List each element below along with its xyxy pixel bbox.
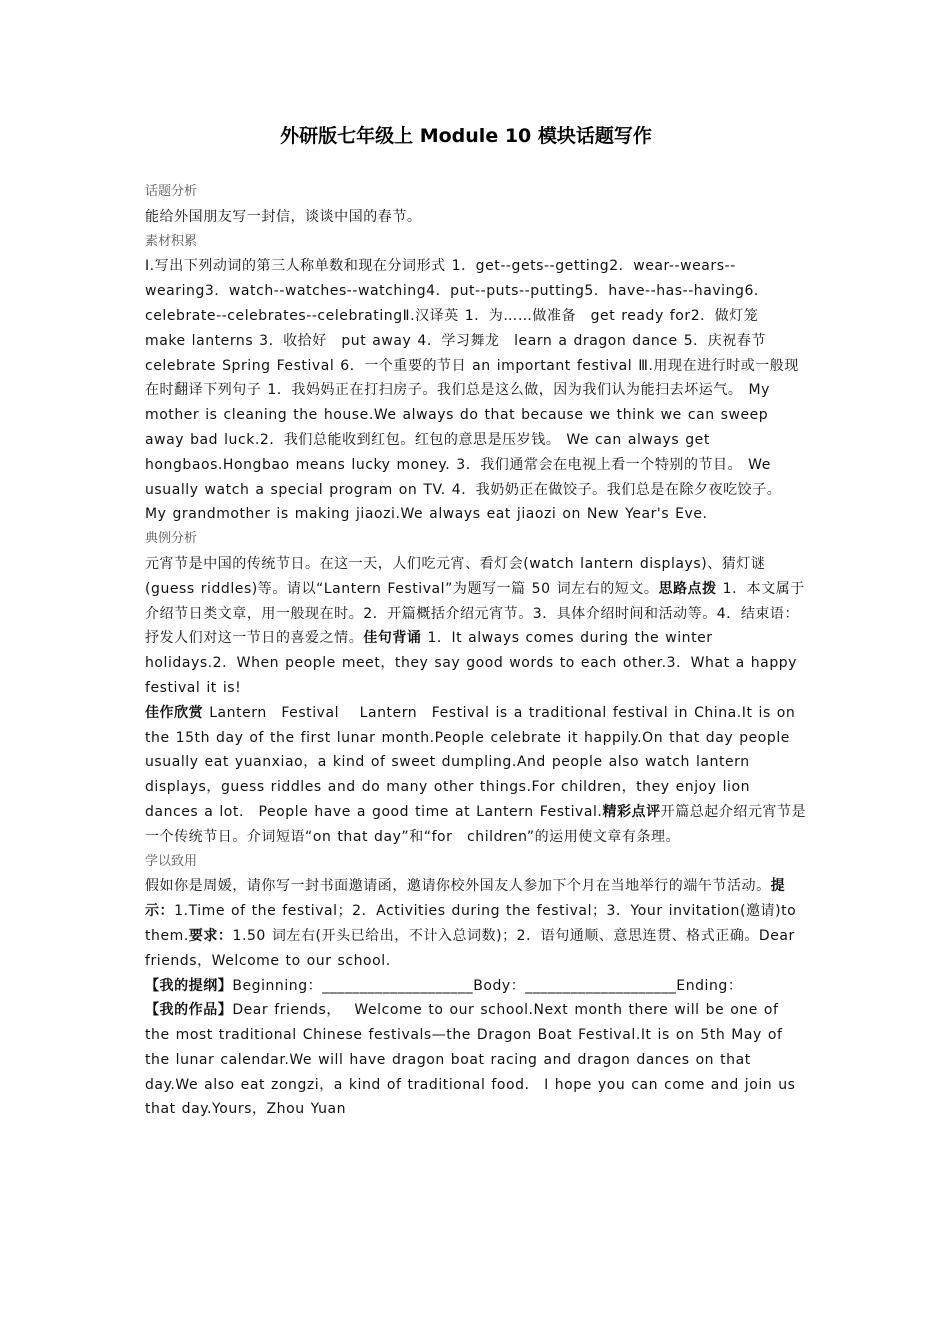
model-label: 佳作欣赏 xyxy=(145,704,204,721)
topic-text: 能给外国朋友写一封信，谈谈中国的春节。 xyxy=(145,208,422,225)
comment-text: 开篇总起介绍元宵节是一个传统节日。介词短语“on that day”和“for children”的运用使文章有条理。 xyxy=(145,803,807,845)
requirement-label: 要求： xyxy=(188,927,233,944)
section-heading-material: 素材积累 xyxy=(145,233,198,249)
example-intro: 元宵节是中国的传统节日。在这一天，人们吃元宵、看灯会(watch lantern displays)、猜灯谜(guess riddles)等。请以“Lantern Festival”为题写一篇 50 词左右的短文。 xyxy=(145,555,766,597)
document-title: 外研版七年级上 Module 10 模块话题写作 xyxy=(280,125,652,147)
material-text: I.写出下列动词的第三人称单数和现在分词形式 1．get--gets--getting2．wear--wears--wearing3．watch--watches--watching4．put--puts--putting5．have--has--having6．celebrate--celebrates--celebratingⅡ.汉译英 1．为……做准备 get ready for2．做灯笼 make lanterns 3．收拾好 put away 4．学习舞龙 learn a dragon dance 5．庆祝春节 celebrate Spring Festival 6．一个重要的节日 an important festival Ⅲ.用现在进行时或一般现在时翻译下列句子 1．我妈妈正在打扫房子。我们总是这么做，因为我们认为能扫去坏运气。 My mother is cleaning the house.We always do that because we think we can sweep away bad luck.2．我们总能收到红包。红包的意思是压岁钱。 We can always get hongbaos.Hongbao means lucky money. 3．我们通常会在电视上看一个特别的节目。 We usually watch a special program on TV. 4．我奶奶正在做饺子。我们总是在除夕夜吃饺子。 My grandmother is making jiaozi.We always eat jiaozi on New Year's Eve. xyxy=(145,258,799,523)
work-label: 【我的作品】 xyxy=(145,1002,233,1019)
thinking-label: 思路点拨 xyxy=(658,580,717,597)
thinking-text: 1．本文属于介绍节日类文章，用一般现在时。2．开篇概括介绍元宵节。3．具体介绍时间和活动等。4．结束语：抒发人们对这一节日的喜爱之情。 xyxy=(145,580,805,647)
work-paragraph xyxy=(145,998,807,1122)
outline-line xyxy=(145,974,807,999)
section-heading-example: 典例分析 xyxy=(145,531,198,547)
hint-label: 提示： xyxy=(145,878,786,920)
example-paragraph xyxy=(145,552,807,701)
outline-text: Beginning：____________________Body：____________________Ending： xyxy=(232,977,743,994)
hint-text: 1.Time of the festival；2．Activities during the festival；3．Your invitation(邀请)to them. xyxy=(145,903,797,944)
requirement-text: 1.50 词左右(开头已给出，不计入总词数)；2．语句通顺、意思连贯、格式正确。Dear friends，Welcome to our school. xyxy=(145,927,795,969)
comment-label: 精彩点评 xyxy=(602,803,661,820)
work-text: Dear friends， Welcome to our school.Next month there will be one of the most traditional Chinese festivals—the Dragon Boat Festival.It is on 5th May of the lunar calendar.We will have dragon boat racing and dragon dances on that day.We also eat zongzi，a kind of traditional food. I hope you can come and join us that day.Yours，Zhou Yuan xyxy=(145,1002,796,1118)
sentences-label: 佳句背诵 xyxy=(363,630,422,647)
sentences-text: 1．It always comes during the winter holidays.2．When people meet，they say good words to each other.3．What a happy festival it is! xyxy=(145,630,798,696)
practice-paragraph xyxy=(145,874,807,973)
document-page xyxy=(145,122,807,1122)
model-paragraph xyxy=(145,701,807,850)
section-heading-practice: 学以致用 xyxy=(145,853,198,869)
outline-label: 【我的提纲】 xyxy=(145,977,233,994)
practice-task: 假如你是周媛，请你写一封书面邀请函，邀请你校外国友人参加下个月在当地举行的端午节活动。 xyxy=(145,878,771,895)
model-text: Lantern Festival Lantern Festival is a traditional festival in China.It is on the 15th day of the first lunar month.People celebrate it happily.On that day people usually eat yuanxiao，a kind of sweet dumpling.And people also watch lantern displays，guess riddles and do many other things.For children，they enjoy lion dances a lot. People have a good time at Lantern Festival. xyxy=(145,704,796,820)
section-heading-topic: 话题分析 xyxy=(145,184,198,199)
